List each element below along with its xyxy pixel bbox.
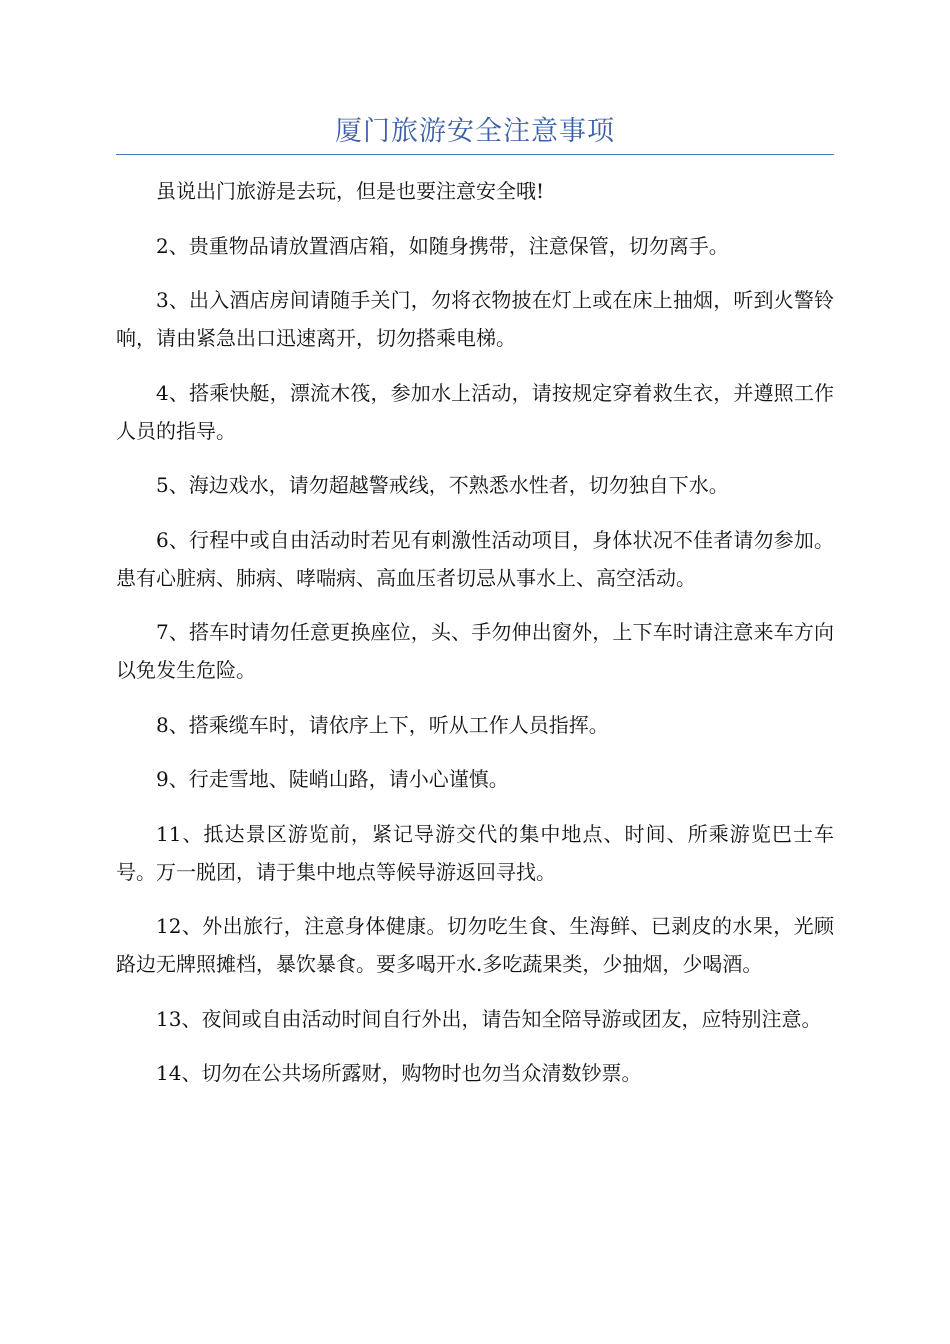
list-item-12: 12、外出旅行，注意身体健康。切勿吃生食、生海鲜、已剥皮的水果，光顾路边无牌照摊档，暴饮暴食。要多喝开水.多吃蔬果类，少抽烟，少喝酒。 [116, 914, 834, 976]
intro-paragraph: 虽说出门旅游是去玩，但是也要注意安全哦! [156, 179, 545, 203]
list-item-11: 11、抵达景区游览前，紧记导游交代的集中地点、时间、所乘游览巴士车号。万一脱团，请于集中地点等候导游返回寻找。 [116, 821, 834, 884]
list-item-6: 6、行程中或自由活动时若见有刺激性活动项目，身体状况不佳者请勿参加。患有心脏病、肺病、哮喘病、高血压者切忌从事水上、高空活动。 [116, 527, 834, 590]
list-item-14: 14、切勿在公共场所露财，购物时也勿当众清数钞票。 [156, 1061, 642, 1085]
title-underline [116, 154, 834, 155]
list-item-5: 5、海边戏水，请勿超越警戒线，不熟悉水性者，切勿独自下水。 [156, 473, 729, 497]
document-title: 厦门旅游安全注意事项 [335, 116, 615, 147]
list-item-2: 2、贵重物品请放置酒店箱，如随身携带，注意保管，切勿离手。 [156, 233, 729, 258]
list-item-8: 8、搭乘缆车时，请依序上下，听从工作人员指挥。 [156, 712, 609, 737]
list-item-13: 13、夜间或自由活动时间自行外出，请告知全陪导游或团友，应特别注意。 [156, 1006, 822, 1031]
list-item-3: 3、出入酒店房间请随手关门，勿将衣物披在灯上或在床上抽烟，听到火警铃响，请由紧急出口迅速离开，切勿搭乘电梯。 [116, 288, 834, 350]
list-item-9: 9、行走雪地、陡峭山路，请小心谨慎。 [156, 767, 509, 791]
list-item-7: 7、搭车时请勿任意更换座位，头、手勿伸出窗外，上下车时请注意来车方向以免发生危险。 [116, 620, 834, 682]
document-body [116, 172, 834, 1109]
list-item-4: 4、搭乘快艇，漂流木筏，参加水上活动，请按规定穿着救生衣，并遵照工作人员的指导。 [116, 380, 834, 443]
